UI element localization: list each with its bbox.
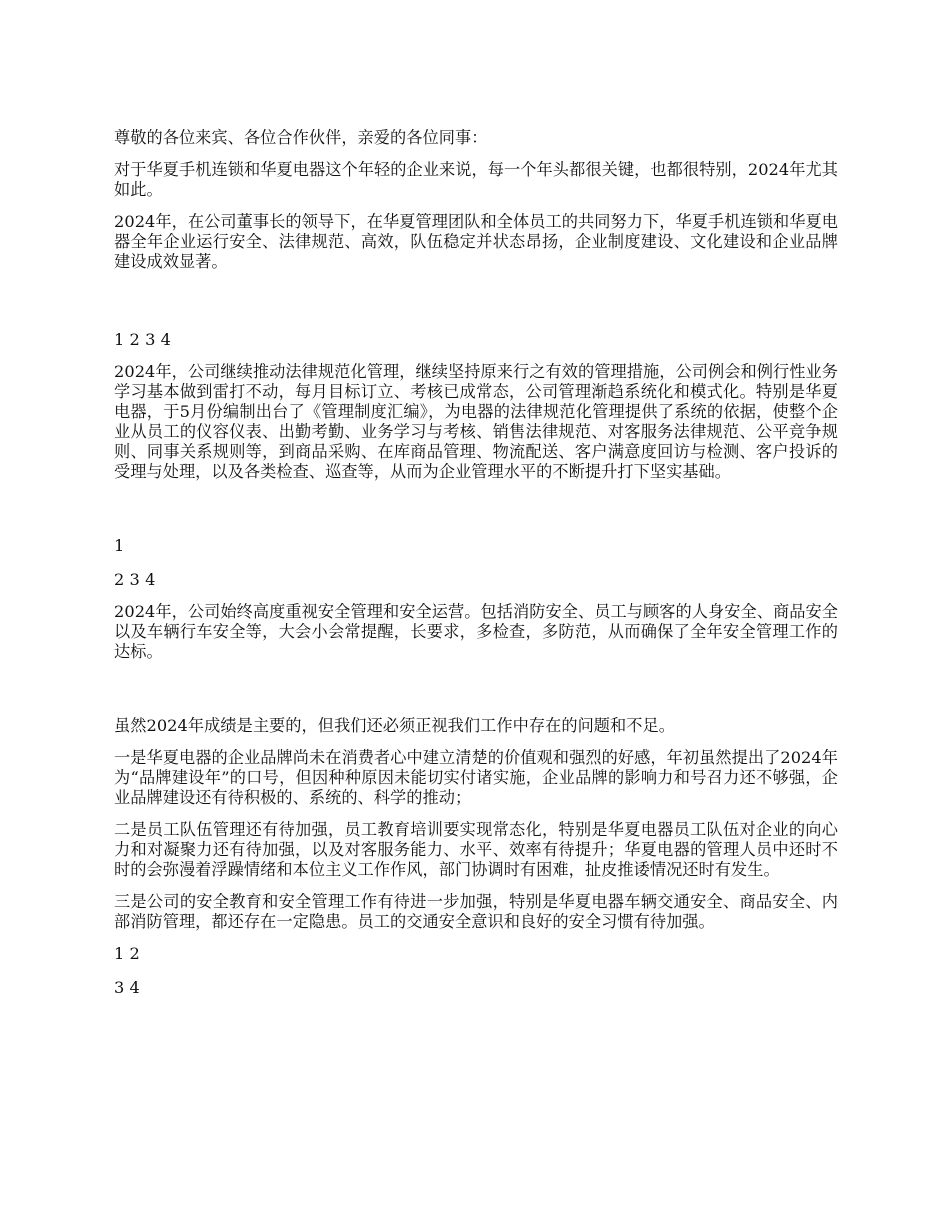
paragraph-problem-brand: 一是华夏电器的企业品牌尚未在消费者心中建立清楚的价值观和强烈的好感，年初虽然提出了2024年为“品牌建设年”的口号，但因种种原因未能切实付诸实施，企业品牌的影响力和号召力还不够强，企业品牌建设还有待积极的、系统的、科学的推动； — [114, 748, 838, 807]
paragraph-management: 2024年，公司继续推动法律规范化管理，继续坚持原来行之有效的管理措施，公司例会和例行性业务学习基本做到雷打不动，每月目标订立、考核已成常态，公司管理渐趋系统化和模式化。特别是华夏电器，于5月份编制出台了《管理制度汇编》，为电器的法律规范化管理提供了系统的依据，使整个企业从员工的仪容仪表、出勤考勤、业务学习与考核、销售法律规范、对客服务法律规范、公平竞争规则、同事关系规则等，到商品采购、在库商品管理、物流配送、客户满意度回访与检测、客户投诉的受理与处理，以及各类检查、巡查等，从而为企业管理水平的不断提升打下坚实基础。 — [114, 362, 838, 481]
paragraph-problem-safety: 三是公司的安全教育和安全管理工作有待进一步加强，特别是华夏电器车辆交通安全、商品安全、内部消防管理，都还存在一定隐患。员工的交通安全意识和良好的安全习惯有待加强。 — [114, 892, 838, 931]
paragraph-intro: 对于华夏手机连锁和华夏电器这个年轻的企业来说，每一个年头都很关键，也都很特别，2024年尤其如此。 — [114, 160, 838, 199]
section-number-marker: 1 2 — [114, 944, 140, 963]
section-number-marker: 2 3 4 — [114, 570, 156, 589]
paragraph-problems-intro: 虽然2024年成绩是主要的，但我们还必须正视我们工作中存在的问题和不足。 — [114, 716, 675, 735]
section-number-marker: 1 — [114, 536, 125, 555]
section-number-marker: 3 4 — [114, 978, 140, 997]
paragraph-achievements: 2024年，在公司董事长的领导下，在华夏管理团队和全体员工的共同努力下，华夏手机连锁和华夏电器全年企业运行安全、法律规范、高效，队伍稳定并状态昂扬，企业制度建设、文化建设和企业品牌建设成效显著。 — [114, 212, 838, 271]
section-number-marker: 1 2 3 4 — [114, 330, 171, 349]
document-page — [114, 112, 838, 998]
paragraph-problem-staff: 二是员工队伍管理还有待加强，员工教育培训要实现常态化，特别是华夏电器员工队伍对企业的向心力和对凝聚力还有待加强，以及对客服务能力、水平、效率有待提升；华夏电器的管理人员中还时不时的会弥漫着浮躁情绪和本位主义工作作风，部门协调时有困难，扯皮推诿情况还时有发生。 — [114, 820, 838, 879]
paragraph-safety: 2024年，公司始终高度重视安全管理和安全运营。包括消防安全、员工与顾客的人身安全、商品安全以及车辆行车安全等，大会小会常提醒，长要求，多检查，多防范，从而确保了全年安全管理工作的达标。 — [114, 602, 838, 661]
salutation: 尊敬的各位来宾、各位合作伙伴，亲爱的各位同事： — [114, 128, 488, 147]
